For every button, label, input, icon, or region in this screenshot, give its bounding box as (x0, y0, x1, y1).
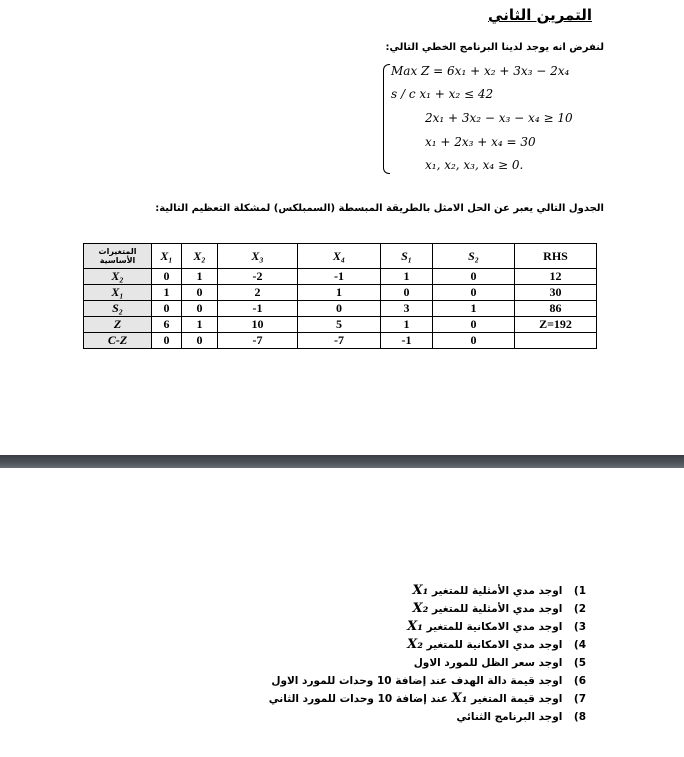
table-cell: 12 (515, 269, 597, 285)
question-item (269, 600, 586, 618)
table-cell: 1 (298, 285, 381, 301)
table-cell: 0 (182, 285, 218, 301)
row-label: Z (84, 317, 152, 333)
table-cell: 1 (381, 269, 433, 285)
column-header: X₂ (182, 244, 218, 269)
question-text: اوجد مدي الامكانية للمتغير (426, 621, 563, 633)
question-number: 6) (573, 675, 586, 687)
question-item (269, 708, 586, 726)
question-number: 5) (573, 657, 586, 669)
question-item (269, 618, 586, 636)
question-item (269, 636, 586, 654)
table-cell (515, 333, 597, 349)
table-cell: 0 (433, 317, 515, 333)
table-cell: 0 (381, 285, 433, 301)
table-description: الجدول التالي يعبر عن الحل الامثل بالطريقة المبسطة (السمبلكس) لمشكلة التعظيم التالية: (155, 203, 604, 214)
row-label: C-Z (84, 333, 152, 349)
table-cell: 0 (433, 269, 515, 285)
table-header-row (84, 244, 597, 269)
constraint-line-3: x₁ + 2x₃ + x₄ = 30 (425, 135, 536, 149)
question-number: 7) (573, 693, 586, 705)
constraint-line-1: s / c x₁ + x₂ ≤ 42 (391, 87, 494, 101)
question-item (269, 672, 586, 690)
simplex-table (83, 243, 597, 349)
column-header: X₄ (298, 244, 381, 269)
table-cell: 86 (515, 301, 597, 317)
question-text: اوجد قيمة المتغير (471, 693, 563, 705)
table-cell: -7 (298, 333, 381, 349)
constraint-brace (383, 64, 390, 174)
question-text: اوجد قيمة دالة الهدف عند إضافة 10 وحدات للمورد الاول (271, 675, 563, 687)
table-cell: -1 (218, 301, 298, 317)
table-cell: 3 (381, 301, 433, 317)
question-variable: X₂ (412, 601, 429, 616)
table-cell: 0 (152, 333, 182, 349)
question-item (269, 654, 586, 672)
table-cell: 1 (182, 269, 218, 285)
table-cell: 6 (152, 317, 182, 333)
question-variable: X₂ (407, 637, 423, 652)
row-label: S₂ (84, 301, 152, 317)
table-cell: -1 (298, 269, 381, 285)
exercise-title: التمرين الثاني (488, 6, 592, 24)
table-cell: 0 (152, 301, 182, 317)
table-cell: 0 (182, 301, 218, 317)
question-number: 3) (573, 621, 586, 633)
table-cell: 1 (381, 317, 433, 333)
table-cell: 30 (515, 285, 597, 301)
question-text: اوجد مدي الأمثلية للمتغير (431, 603, 563, 615)
row-label: X₁ (84, 285, 152, 301)
table-cell: Z=192 (515, 317, 597, 333)
table-cell: 1 (182, 317, 218, 333)
table-cell: 0 (433, 333, 515, 349)
table-cell: 0 (298, 301, 381, 317)
table-cell: 1 (433, 301, 515, 317)
table-cell: 0 (433, 285, 515, 301)
question-item (269, 582, 586, 600)
linear-program (383, 62, 583, 176)
column-header: S₁ (381, 244, 433, 269)
table-cell: 10 (218, 317, 298, 333)
table-cell: -1 (381, 333, 433, 349)
table-row (84, 269, 597, 285)
question-text: اوجد مدي الامكانية للمتغير (426, 639, 563, 651)
constraint-line-2: 2x₁ + 3x₂ − x₃ − x₄ ≥ 10 (425, 111, 573, 125)
question-variable: X₁ (412, 583, 429, 598)
row-label: X₂ (84, 269, 152, 285)
question-text: اوجد سعر الظل للمورد الاول (413, 657, 563, 669)
column-header: X₃ (218, 244, 298, 269)
column-header: S₂ (433, 244, 515, 269)
nonnegativity-line: x₁, x₂, x₃, x₄ ≥ 0. (425, 158, 524, 172)
question-suffix: عند إضافة 10 وحدات للمورد الثاني (268, 693, 448, 705)
questions-list (269, 582, 586, 726)
intro-text: لنفرض انه يوجد لدينا البرنامج الخطي التالي: (385, 42, 604, 53)
table-cell: 5 (298, 317, 381, 333)
question-text: اوجد البرنامج الثنائي (456, 711, 563, 723)
table-cell: 0 (182, 333, 218, 349)
table-row (84, 317, 597, 333)
question-number: 4) (573, 639, 586, 651)
table-cell: 1 (152, 285, 182, 301)
question-number: 2) (573, 603, 586, 615)
question-variable: X₁ (407, 619, 423, 634)
question-item (269, 690, 586, 708)
question-text: اوجد مدي الأمثلية للمتغير (431, 585, 563, 597)
table-row (84, 333, 597, 349)
table-cell: -7 (218, 333, 298, 349)
column-header: X₁ (152, 244, 182, 269)
table-cell: -2 (218, 269, 298, 285)
question-number: 8) (573, 711, 586, 723)
page-separator (0, 455, 684, 468)
rhs-header: RHS (515, 244, 597, 269)
question-number: 1) (573, 585, 586, 597)
basic-variables-header: المتغيرات الأساسية (84, 244, 152, 269)
table-row (84, 285, 597, 301)
table-row (84, 301, 597, 317)
table-cell: 2 (218, 285, 298, 301)
question-variable: X₁ (451, 691, 468, 706)
table-cell: 0 (152, 269, 182, 285)
objective-line: Max Z = 6x₁ + x₂ + 3x₃ − 2x₄ (391, 64, 570, 78)
